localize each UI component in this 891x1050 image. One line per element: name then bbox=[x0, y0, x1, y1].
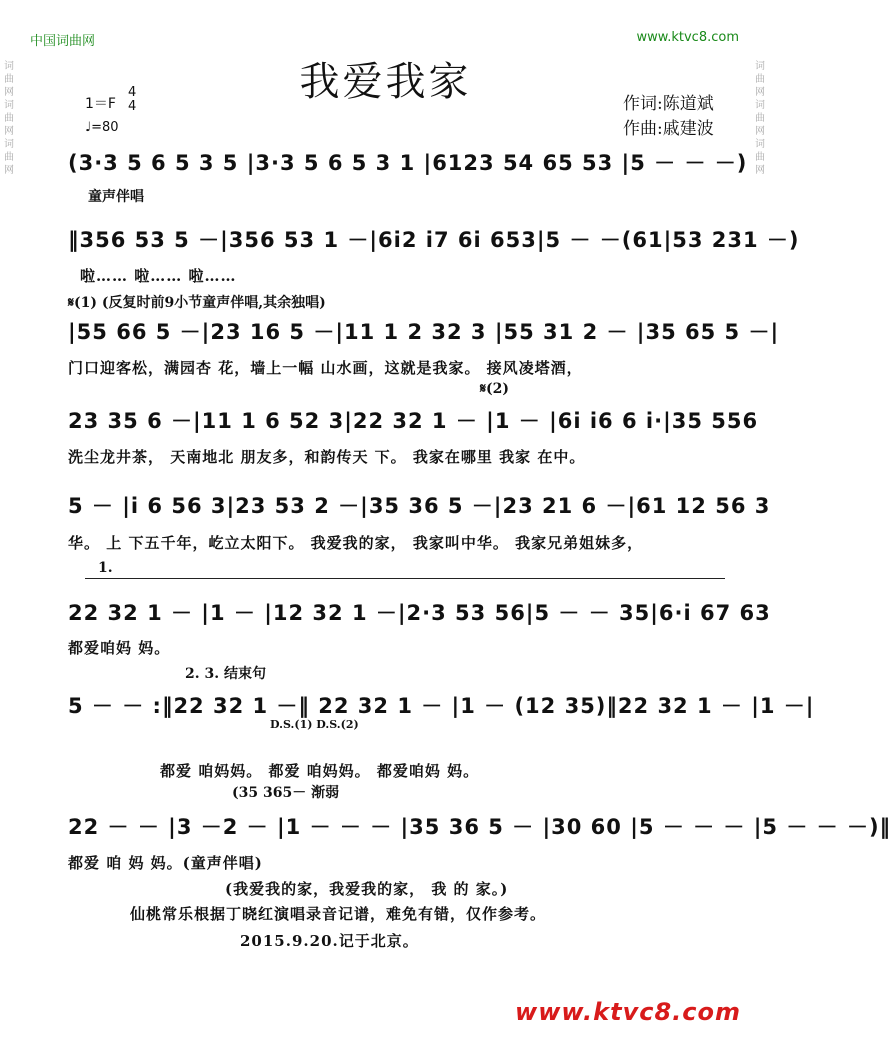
time-signature bbox=[128, 86, 136, 114]
lyrics-line-8: 都爱 咱 妈 妈。(童声伴唱) bbox=[68, 854, 263, 872]
key-signature: 1＝F bbox=[85, 96, 116, 112]
segno-2: 𝄋(2) bbox=[480, 381, 510, 397]
lyrics-line-5: 华。 上 下五千年，屹立太阳下。 我爱我的家， 我家叫中华。 我家兄弟姐妹多， bbox=[68, 534, 644, 552]
site-url-right[interactable]: www.ktvc8.com bbox=[636, 30, 739, 45]
lyrics-line-2: 啦…… 啦…… 啦…… bbox=[80, 267, 237, 285]
watermark-right: 词曲网词曲网词曲网 bbox=[755, 61, 765, 176]
time-sig-top: 4 bbox=[128, 85, 137, 100]
transcription-date: 2015.9.20.记于北京。 bbox=[240, 932, 419, 950]
volta-bracket-line bbox=[85, 578, 725, 579]
chorus-note: (我爱我的家，我爱我的家， 我 的 家。) bbox=[225, 880, 509, 898]
volta-2-3-label: 2. 3. 结束句 bbox=[185, 666, 266, 682]
song-title: 我爱我家 bbox=[299, 59, 472, 105]
site-logo[interactable]: www.ktvc8.com bbox=[515, 998, 741, 1026]
lyricist: 作词:陈道斌 bbox=[623, 94, 714, 114]
score-line-1: (3·3 5 6 5 3 5 |3·3 5 6 5 3 1 |6123 54 65 53 |5 － － －) bbox=[68, 151, 748, 175]
lyrics-line-7: 都爱 咱妈妈。 都爱 咱妈妈。 都爱咱妈 妈。 bbox=[160, 762, 480, 780]
score-line-8: 22 － － |3 －2 － |1 － － － |35 36 5 － |30 60 |5 － － － |5 － － －)‖ bbox=[68, 815, 891, 839]
volta-1: 1. bbox=[98, 560, 113, 576]
lyrics-line-4: 洗尘龙井茶， 天南地北 朋友多，和韵传天 下。 我家在哪里 我家 在中。 bbox=[68, 448, 586, 466]
score-line-3: |55 66 5 －|23 16 5 －|11 1 2 32 3 |55 31 2 － |35 65 5 －| bbox=[68, 320, 780, 344]
score-line-6: 22 32 1 － |1 － |12 32 1 －|2·3 53 56|5 － － 35|6·i 67 63 bbox=[68, 601, 771, 625]
upper-voice-label: (35 365－ 渐弱 bbox=[232, 785, 340, 801]
tempo-value: =80 bbox=[91, 120, 119, 135]
score-line-7: 5 － － :‖22 32 1 －‖ 22 32 1 － |1 － (12 35)‖22 32 1 － |1 －| bbox=[68, 694, 815, 718]
site-name-left[interactable]: 中国词曲网 bbox=[30, 34, 96, 49]
transcription-credit: 仙桃常乐根据丁晓红演唱录音记谱，难免有错，仅作参考。 bbox=[130, 905, 547, 923]
score-line-4: 23 35 6 －|11 1 6 52 3|22 32 1 － |1 － |6i i6 6 i·|35 556 bbox=[68, 409, 759, 433]
time-sig-bottom: 4 bbox=[128, 99, 137, 114]
score-line-5: 5 － |i 6 56 3|23 53 2 －|35 36 5 －|23 21 6 －|61 12 56 3 bbox=[68, 494, 771, 518]
watermark-left: 词曲网词曲网词曲网 bbox=[4, 61, 14, 176]
lyrics-line-3: 门口迎客松，满园杏 花，墙上一幅 山水画，这就是我家。 接风凌塔酒， bbox=[68, 359, 583, 377]
credits bbox=[623, 92, 714, 142]
score-line-2: ‖356 53 5 －|356 53 1 －|6i2 i7 6i 653|5 － －(61|53 231 －) bbox=[68, 228, 800, 252]
ds-labels: D.S.(1) D.S.(2) bbox=[270, 718, 359, 731]
lyrics-line-6: 都爱咱妈 妈。 bbox=[68, 639, 171, 657]
repeat-note-1: 𝄋(1) (反复时前9小节童声伴唱,其余独唱) bbox=[68, 295, 326, 311]
section-label-children: 童声伴唱 bbox=[88, 189, 144, 205]
composer: 作曲:戚建波 bbox=[623, 119, 714, 139]
tempo-marking bbox=[85, 120, 119, 135]
quarter-note-icon: ♩ bbox=[85, 120, 92, 135]
